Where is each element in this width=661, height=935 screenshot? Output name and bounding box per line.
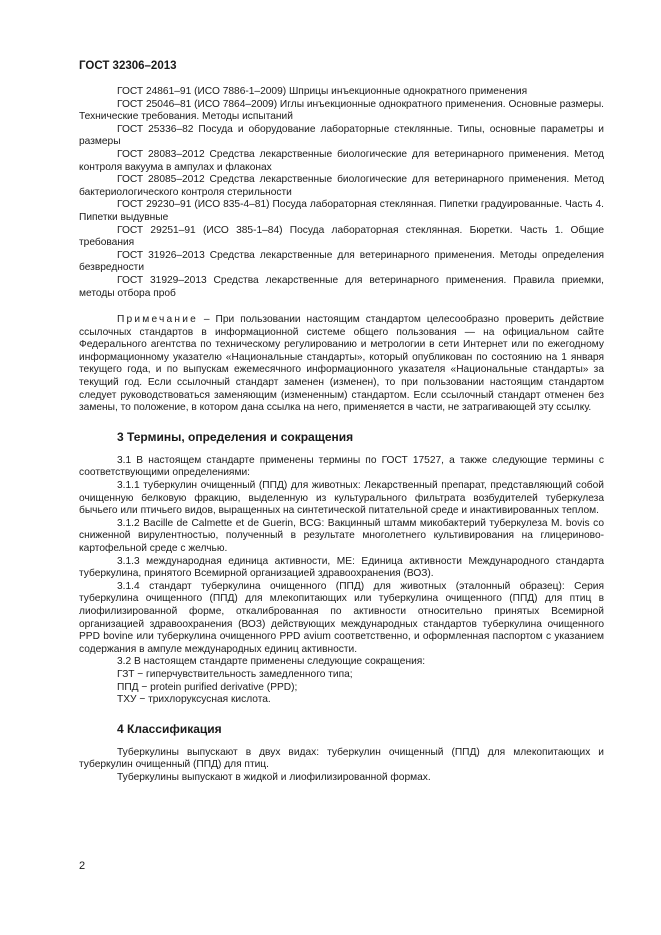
ref-item: ГОСТ 28085–2012 Средства лекарственные биологические для ветеринарного применения. Метод бактериологического контроля стерильности [79, 174, 604, 198]
document-header: ГОСТ 32306–2013 [79, 60, 177, 72]
page-number: 2 [79, 860, 86, 872]
document-body [79, 86, 604, 785]
ref-item: ГОСТ 25336–82 Посуда и оборудование лабораторные стеклянные. Типы, основные параметры и размеры [79, 123, 604, 148]
abbreviation-item: ТХУ − трихлоруксусная кислота. [117, 694, 271, 706]
abbreviation-item: ГЗТ − гиперчувствительность замедленного типа; [117, 668, 353, 680]
section-3-paragraph: 3.1.4 стандарт туберкулина очищенного (ППД) для животных (эталонный образец): Серия туберкулина очищенного (ППД) для млекопитающих или туберкулина очищенного (ППД) для птиц в лиофилизированной форме, откалиброванная по активности относительно принятых Всемирной организацией здравоохранения (ВОЗ) действующих международных стандартов туберкулина очищенного PPD bovine или туберкулина очищенного PPD avium соответственно, и оформленная паспортом с указанием содержания в ампуле международных единиц активности. [79, 580, 604, 655]
abbreviation-item: ППД − protein purified derivative (PPD); [117, 681, 298, 693]
note-paragraph [79, 314, 604, 415]
ref-item: ГОСТ 28083–2012 Средства лекарственные биологические для ветеринарного применения. Метод контроля вакуума в ампулах и флаконах [79, 148, 604, 173]
section-3-paragraph: 3.1 В настоящем стандарте применены термины по ГОСТ 17527, а также следующие термины с соответствующими определениями: [79, 454, 604, 479]
section-3-paragraph: 3.1.1 туберкулин очищенный (ППД) для животных: Лекарственный препарат, представляющий собой очищенную белковую фракцию, выделенную из культурального фильтрата возбудителей туберкулеза бычьего или птичьего видов, выращенных на синтетической питательной среде и инактивированных теплом. [79, 480, 604, 517]
note-label: Примечание [117, 314, 198, 326]
ref-item: ГОСТ 24861–91 (ИСО 7886-1–2009) Шприцы инъекционные однократного применения [117, 86, 528, 97]
section-3-paragraph: 3.2 В настоящем стандарте применены следующие сокращения: [117, 656, 426, 668]
section-4-paragraph: Туберкулины выпускают в жидкой и лиофилизированной формах. [117, 771, 431, 783]
note-text: – При пользовании настоящим стандартом целесообразно проверить действие ссылочных стандартов в информационной системе общего пользования — на официальном сайте Федерального агентства по техническому регулированию и метрологии в сети Интернет или по ежегодному информационному указателю «Национальные стандарты», который опубликован по состоянию на 1 января текущего года, и по выпускам ежемесячного информационного указателя «Национальные стандарты» за текущий год. Если ссылочный стандарт заменен (изменен), то при пользовании настоящим стандартом следует руководствоваться заменяющим (измененным) стандартом. Если ссылочный стандарт отменен без замены, то положение, в котором дана ссылка на него, применяется в части, не затрагивающей эту ссылку. [79, 314, 604, 414]
ref-item: ГОСТ 31926–2013 Средства лекарственные для ветеринарного применения. Методы определения безвредности [79, 249, 604, 274]
section-4-paragraph: Туберкулины выпускают в двух видах: туберкулин очищенный (ППД) для млекопитающих и туберкулин очищенный (ППД) для птиц. [79, 746, 604, 771]
ref-item: ГОСТ 31929–2013 Средства лекарственные для ветеринарного применения. Правила приемки, методы отбора проб [79, 274, 604, 299]
section-3-paragraph: 3.1.2 Bacille de Calmette et de Guerin, BCG: Вакцинный штамм микобактерий туберкулеза M. bovis со сниженной вирулентностью, полученный в результате многолетнего культивирования на глицериново-картофельной среде с желчью. [79, 517, 604, 554]
section-3-paragraph: 3.1.3 международная единица активности, МЕ: Единица активности Международного стандарта туберкулина, принятого Всемирной организацией здравоохранения (ВОЗ). [79, 555, 604, 580]
ref-item: ГОСТ 29230–91 (ИСО 835-4–81) Посуда лабораторная стеклянная. Пипетки градуированные. Часть 4. Пипетки выдувные [79, 199, 604, 223]
section-4-heading: 4 Классификация [117, 721, 222, 736]
ref-item: ГОСТ 25046–81 (ИСО 7864–2009) Иглы инъекционные однократного применения. Основные размеры. Технические требования. Методы испытаний [79, 98, 604, 123]
ref-item: ГОСТ 29251–91 (ИСО 385-1–84) Посуда лабораторная стеклянная. Бюретки. Часть 1. Общие требования [79, 224, 604, 249]
section-3-heading: 3 Термины, определения и сокращения [117, 429, 354, 444]
